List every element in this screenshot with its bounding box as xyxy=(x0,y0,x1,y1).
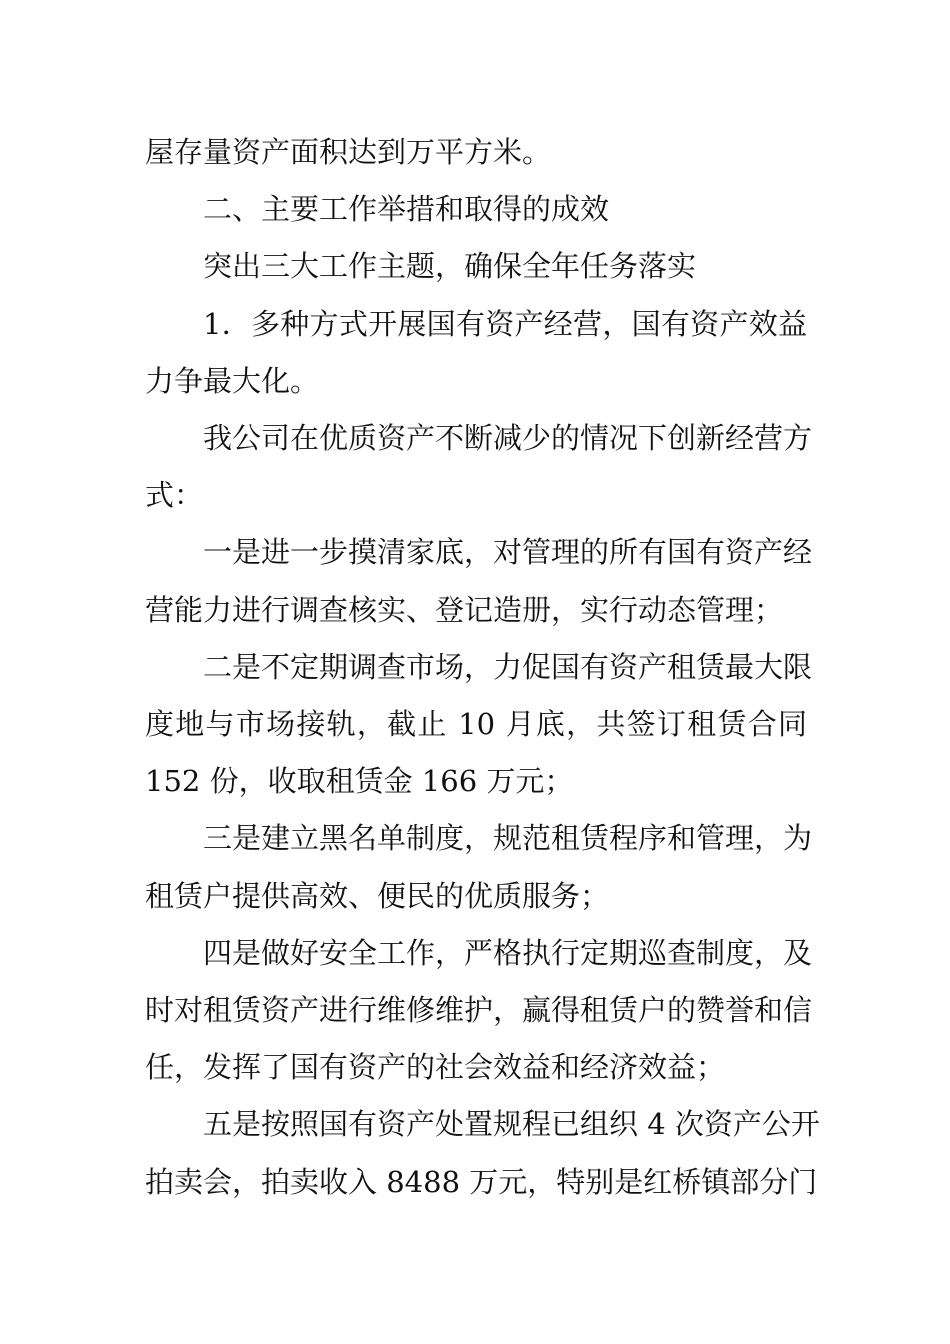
text-line: 五是按照国有资产处置规程已组织 4 次资产公开 xyxy=(203,1107,820,1142)
document-body xyxy=(145,124,820,1211)
section-heading: 二、主要工作举措和取得的成效 xyxy=(203,192,610,227)
text-line: 一是进一步摸清家底，对管理的所有国有资产经 xyxy=(203,535,813,570)
text-line: 四是做好安全工作，严格执行定期巡查制度，及 xyxy=(203,935,813,970)
text-line: 力争最大化。 xyxy=(145,363,320,398)
text-line: 152 份，收取租赁金 166 万元； xyxy=(145,764,574,799)
text-line: 二是不定期调查市场，力促国有资产租赁最大限 xyxy=(203,649,813,684)
text-line: 度地与市场接轨，截止 10 月底，共签订租赁合同 xyxy=(145,707,807,742)
text-line: 式： xyxy=(145,478,204,513)
text-line: 营能力进行调查核实、登记造册，实行动态管理； xyxy=(145,592,784,627)
text-line: 时对租赁资产进行维修维护，赢得租赁户的赞誉和信 xyxy=(145,993,813,1028)
text-line: 屋存量资产面积达到万平方米。 xyxy=(145,135,552,169)
subsection-heading: 突出三大工作主题，确保全年任务落实 xyxy=(203,249,697,284)
text-line: 拍卖会，拍卖收入 8488 万元，特别是红桥镇部分门 xyxy=(145,1164,818,1199)
numbered-item-heading: 1．多种方式开展国有资产经营，国有资产效益 xyxy=(203,306,807,341)
text-line: 租赁户提供高效、便民的优质服务； xyxy=(145,878,610,913)
text-line: 三是建立黑名单制度，规范租赁程序和管理，为 xyxy=(203,821,813,856)
text-line: 任，发挥了国有资产的社会效益和经济效益； xyxy=(145,1050,726,1085)
text-line: 我公司在优质资产不断减少的情况下创新经营方 xyxy=(203,421,813,456)
